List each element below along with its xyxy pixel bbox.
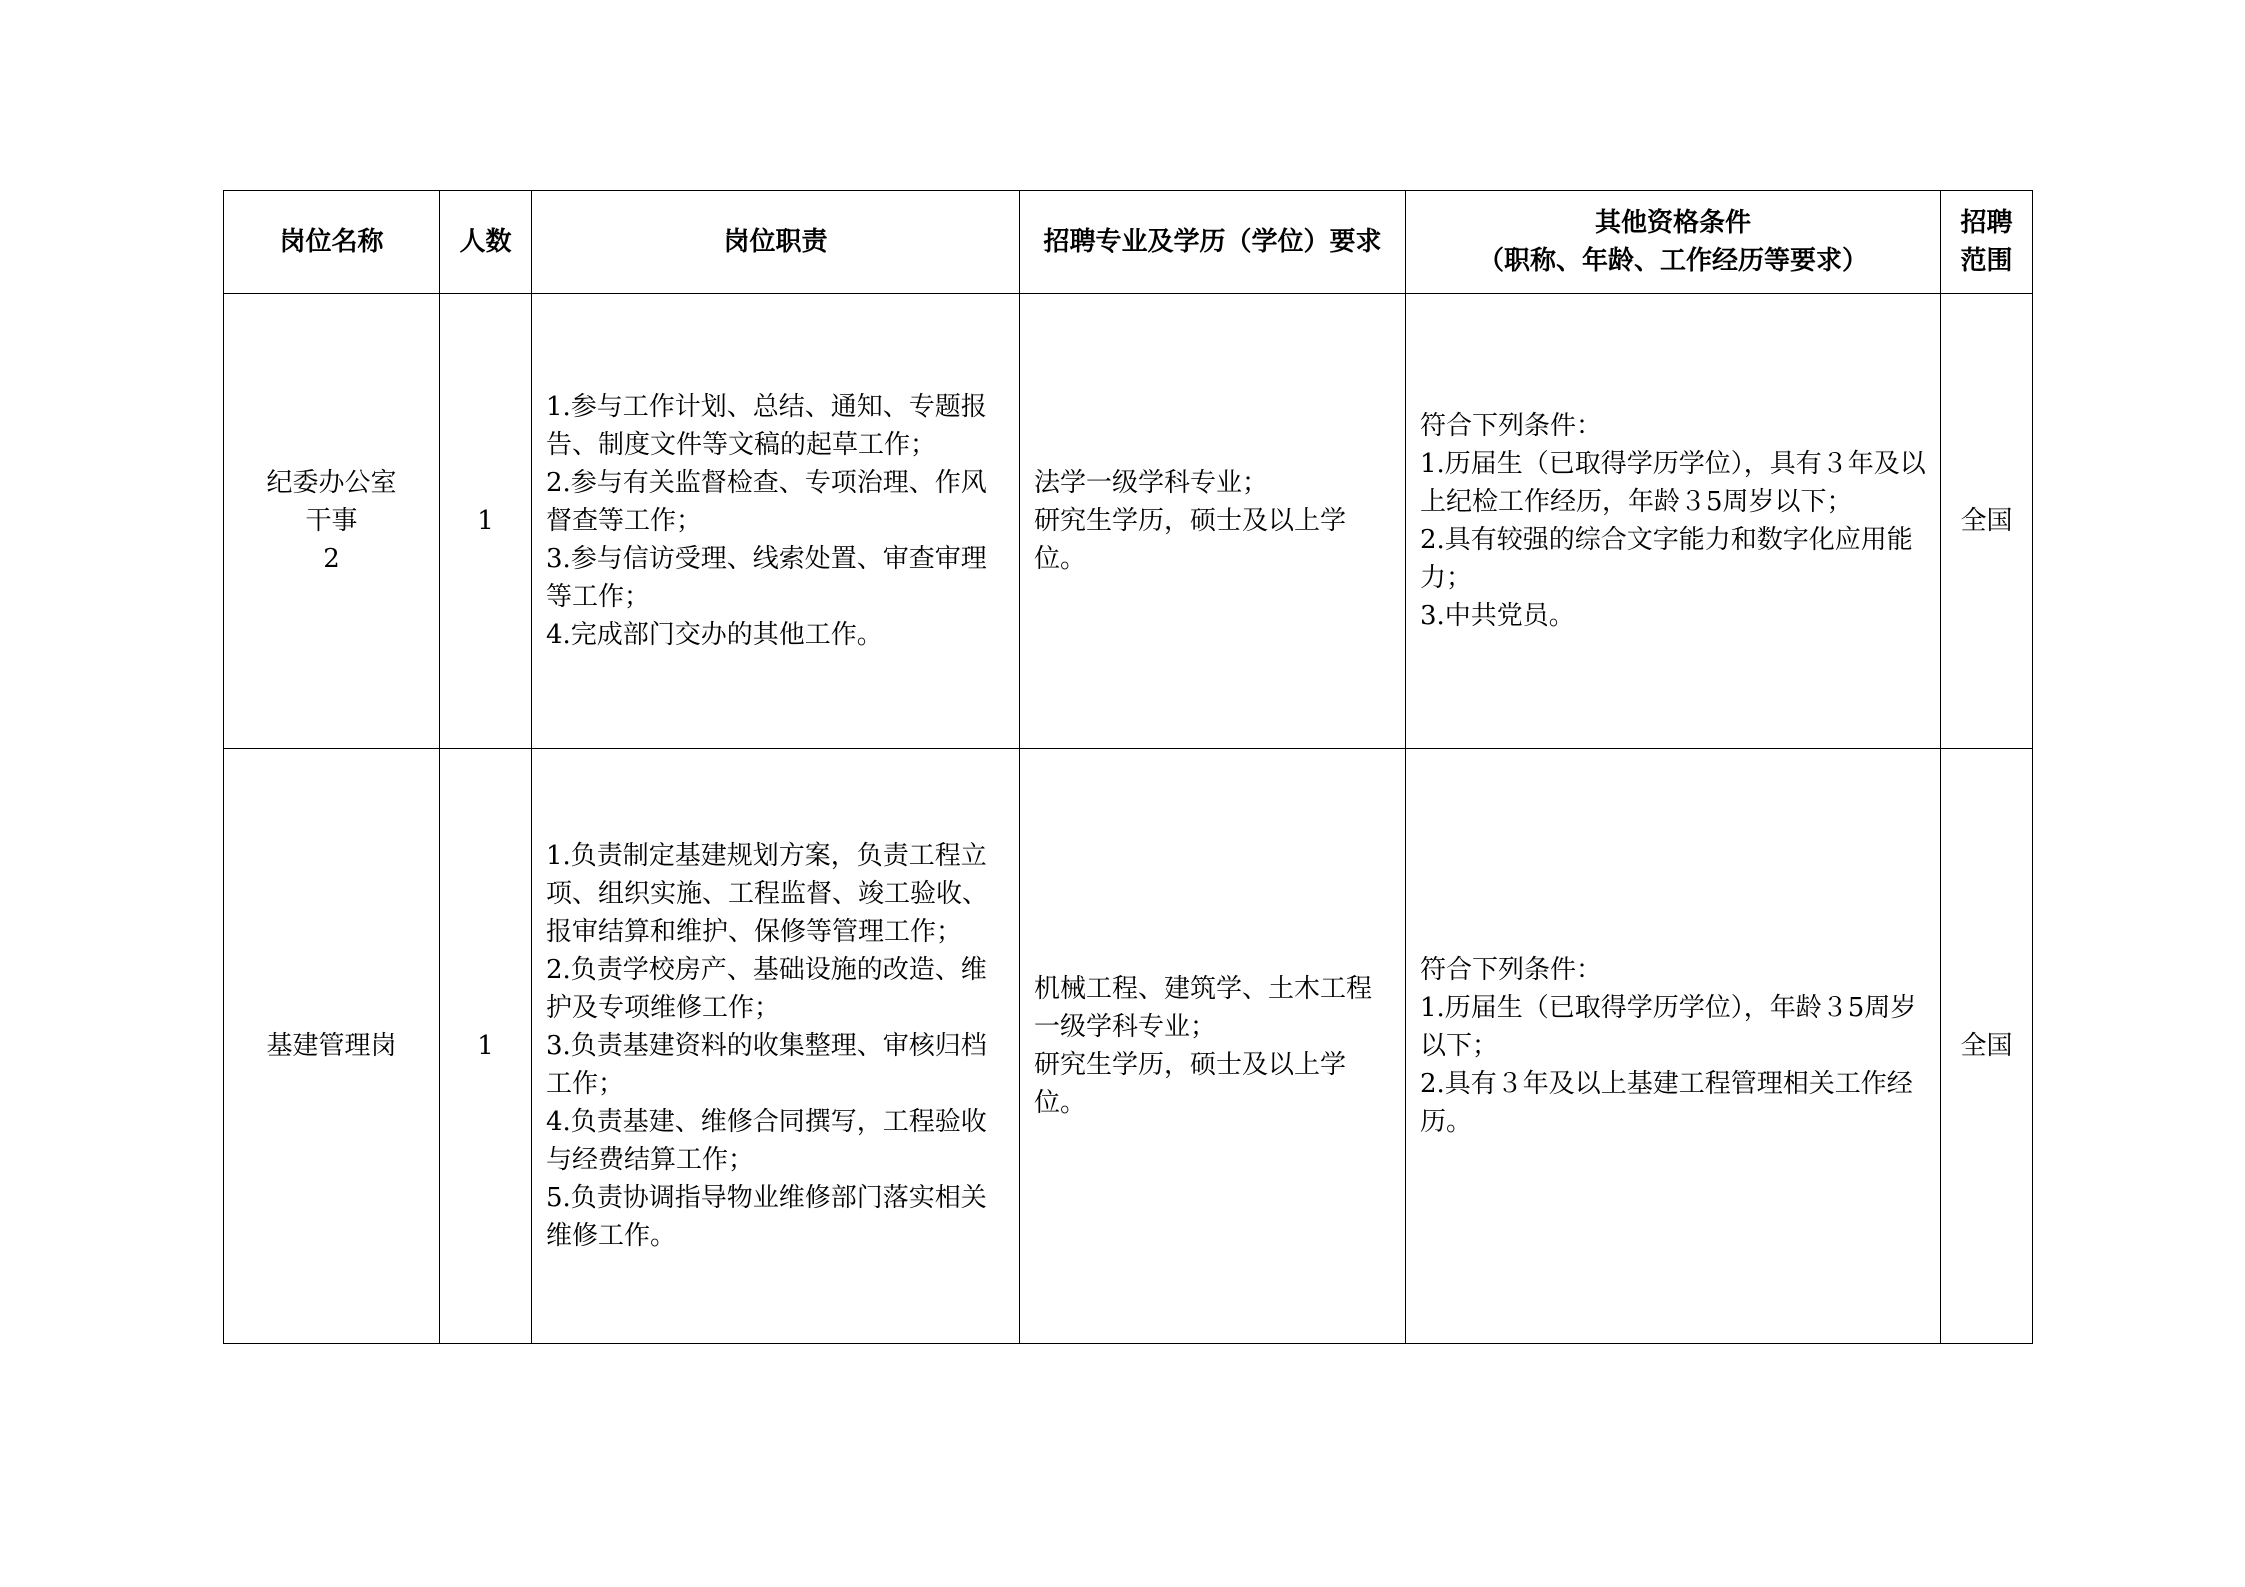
position-cell xyxy=(224,749,440,1344)
duty-item: 1.负责制定基建规划方案，负责工程立项、组织实施、工程监督、竣工验收、报审结算和维护、保修等管理工作； xyxy=(546,841,989,947)
duties-cell xyxy=(532,294,1020,749)
header-count: 人数 xyxy=(440,191,532,294)
duty-item: 2.负责学校房产、基础设施的改造、维护及专项维修工作； xyxy=(546,955,987,1023)
education-item: 研究生学历，硕士及以上学位。 xyxy=(1034,1050,1347,1118)
duty-item: 3.负责基建资料的收集整理、审核归档工作； xyxy=(546,1031,987,1099)
position-line: 基建管理岗 xyxy=(266,1031,397,1061)
requirement-item: 符合下列条件： xyxy=(1420,411,1603,441)
duty-item: 1.参与工作计划、总结、通知、专题报告、制度文件等文稿的起草工作； xyxy=(546,392,987,460)
requirement-item: 1.历届生（已取得学历学位），具有３年及以上纪检工作经历，年龄３5周岁以下； xyxy=(1420,449,1926,517)
duty-item: 4.完成部门交办的其他工作。 xyxy=(546,620,883,650)
other-requirements-cell xyxy=(1406,749,1941,1344)
position-line: 2 xyxy=(323,544,340,574)
position-cell xyxy=(224,294,440,749)
recruitment-table xyxy=(223,190,2033,1344)
count-cell: 1 xyxy=(440,749,532,1344)
header-other-requirements xyxy=(1406,191,1941,294)
position-line: 干事 xyxy=(305,506,358,536)
header-duties: 岗位职责 xyxy=(532,191,1020,294)
duty-item: 5.负责协调指导物业维修部门落实相关维修工作。 xyxy=(546,1183,987,1251)
scope-cell: 全国 xyxy=(1941,294,2033,749)
recruitment-table-container xyxy=(223,190,2033,1344)
other-requirements-cell xyxy=(1406,294,1941,749)
requirement-item: 符合下列条件： xyxy=(1420,955,1603,985)
header-position: 岗位名称 xyxy=(224,191,440,294)
position-line: 纪委办公室 xyxy=(266,468,397,498)
education-item: 机械工程、建筑学、土木工程一级学科专业； xyxy=(1034,974,1373,1042)
duty-item: 4.负责基建、维修合同撰写，工程验收与经费结算工作； xyxy=(546,1107,987,1175)
header-scope-line2: 范围 xyxy=(1960,246,2013,276)
header-other-line1: 其他资格条件 xyxy=(1594,208,1751,238)
header-education: 招聘专业及学历（学位）要求 xyxy=(1020,191,1406,294)
table-row xyxy=(224,294,2033,749)
education-item: 法学一级学科专业； xyxy=(1034,468,1269,498)
requirement-item: 2.具有较强的综合文字能力和数字化应用能力； xyxy=(1420,525,1913,593)
duties-cell xyxy=(532,749,1020,1344)
header-scope-line1: 招聘 xyxy=(1960,208,2013,238)
requirement-item: 1.历届生（已取得学历学位），年龄３5周岁以下； xyxy=(1420,993,1917,1061)
requirement-item: 2.具有３年及以上基建工程管理相关工作经历。 xyxy=(1420,1069,1913,1137)
table-row xyxy=(224,749,2033,1344)
duty-item: 2.参与有关监督检查、专项治理、作风督查等工作； xyxy=(546,468,987,536)
education-cell xyxy=(1020,749,1406,1344)
scope-cell: 全国 xyxy=(1941,749,2033,1344)
education-item: 研究生学历，硕士及以上学位。 xyxy=(1034,506,1347,574)
count-cell: 1 xyxy=(440,294,532,749)
requirement-item: 3.中共党员。 xyxy=(1420,601,1575,631)
education-cell xyxy=(1020,294,1406,749)
duty-item: 3.参与信访受理、线索处置、审查审理等工作； xyxy=(546,544,987,612)
header-scope xyxy=(1941,191,2033,294)
header-row xyxy=(224,191,2033,294)
header-other-line2: （职称、年龄、工作经历等要求） xyxy=(1477,246,1868,276)
